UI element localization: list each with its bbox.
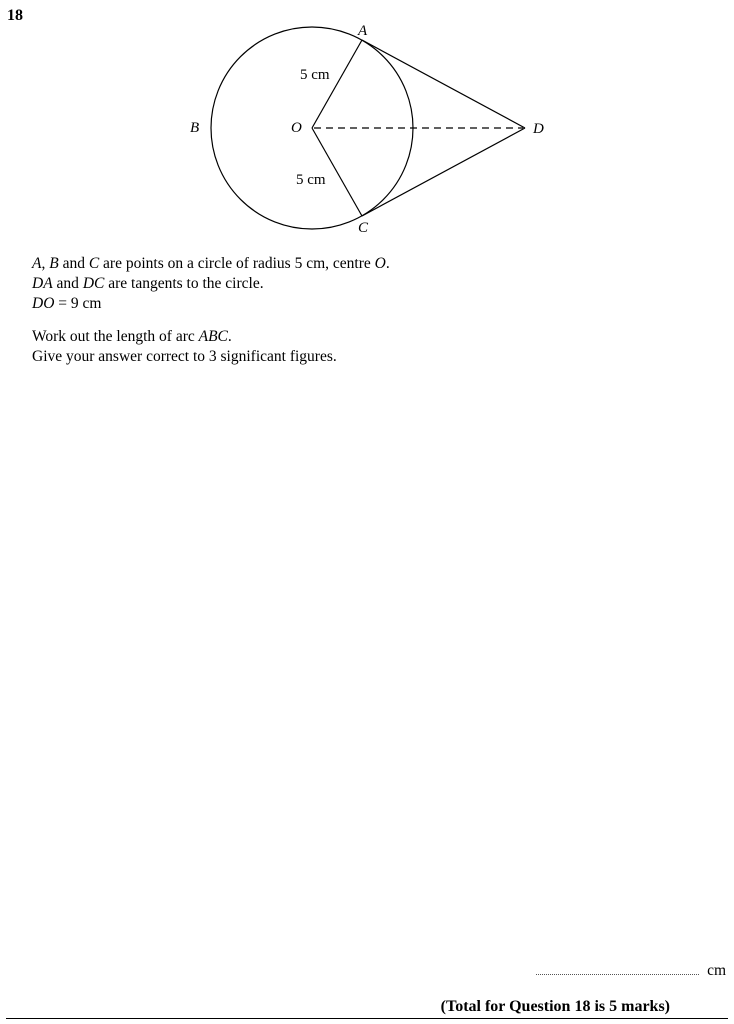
text-fragment: are tangents to the circle. (104, 275, 264, 292)
text-fragment: Work out the length of arc (32, 328, 199, 345)
answer-line (536, 962, 726, 980)
segment-dc-ref: DC (82, 275, 105, 292)
radius-oa (312, 40, 362, 128)
question-total-marks: (Total for Question 18 is 5 marks) (440, 998, 670, 1015)
text-fragment: , (41, 255, 50, 272)
question-number: 18 (7, 7, 23, 24)
label-c: C (358, 220, 369, 236)
segment-da-ref: DA (32, 275, 53, 292)
answer-field[interactable] (536, 962, 699, 975)
text-fragment: . (227, 328, 232, 345)
point-a-ref: A (32, 255, 42, 272)
label-a: A (358, 23, 368, 39)
task-instructions (32, 327, 337, 367)
point-b-ref: B (49, 255, 59, 272)
statement-line-3 (32, 294, 390, 314)
statement-line-2 (32, 274, 390, 294)
problem-statement (32, 254, 390, 314)
task-line-1 (32, 327, 337, 347)
text-fragment: and (52, 275, 83, 292)
point-o-ref: O (374, 255, 386, 272)
label-oa-length: 5 cm (300, 67, 330, 83)
text-fragment: and (58, 255, 89, 272)
label-oc-length: 5 cm (296, 172, 326, 188)
segment-do-ref: DO (32, 295, 55, 312)
text-fragment: . (385, 255, 390, 272)
tangent-dc (362, 128, 525, 216)
answer-unit: cm (707, 962, 726, 979)
statement-line-1 (32, 254, 390, 274)
text-fragment: = 9 cm (54, 295, 102, 312)
task-line-2: Give your answer correct to 3 significant figures. (32, 348, 337, 365)
text-fragment: are points on a circle of radius 5 cm, centre (99, 255, 375, 272)
footer-rule (6, 1018, 728, 1019)
label-b: B (190, 120, 200, 136)
circle-tangent-diagram (0, 0, 734, 250)
label-o: O (291, 120, 302, 136)
tangent-da (362, 40, 525, 128)
label-d: D (533, 121, 544, 137)
arc-abc-ref: ABC (198, 328, 228, 345)
point-c-ref: C (88, 255, 100, 272)
